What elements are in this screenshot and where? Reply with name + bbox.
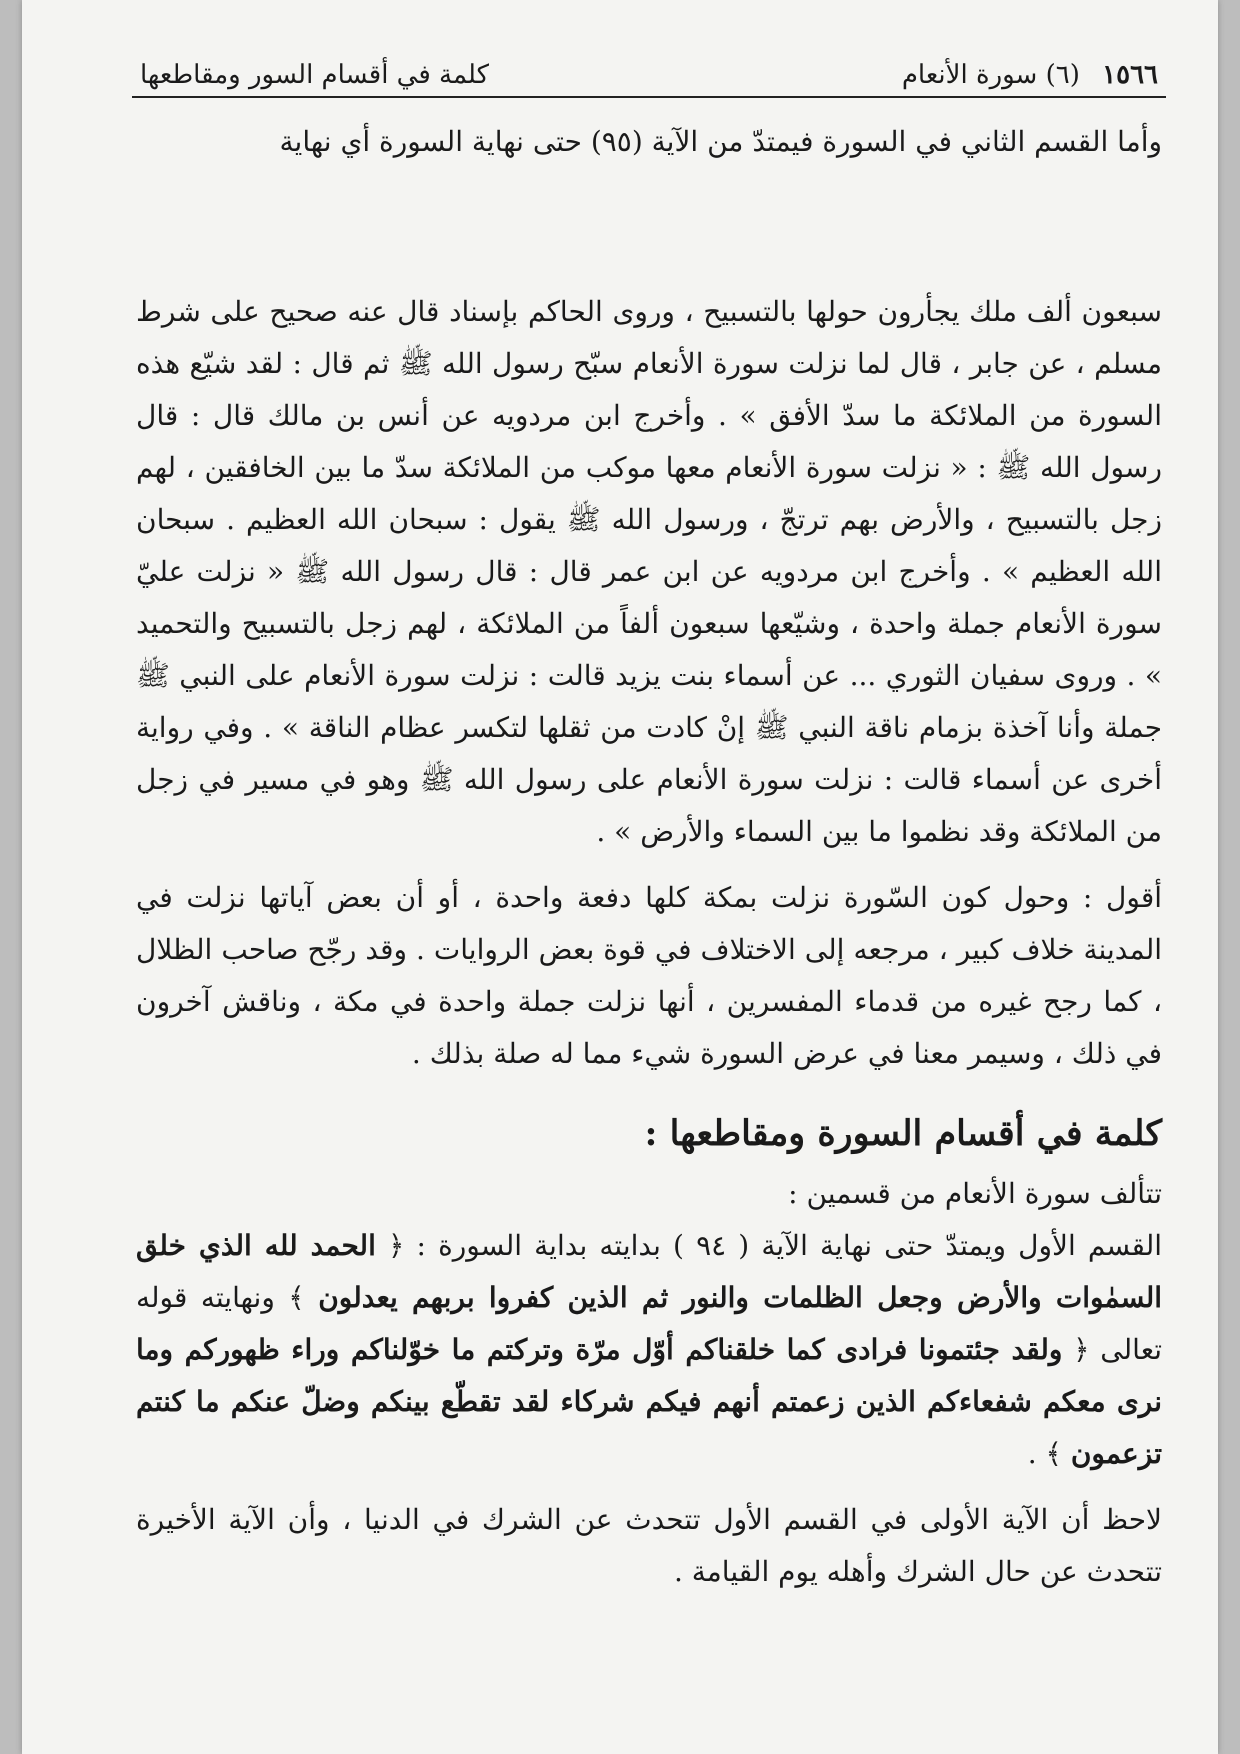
paragraph-parts: تتألف سورة الأنعام من قسمين :: [788, 1177, 1162, 1210]
page-content: [132, 60, 1166, 1754]
quran-verse-closing: ولقد جئتمونا فرادى كما خلقناكم أوّل مرّة وتركتم ما خوّلناكم وراء ظهوركم وما نرى معكم شفعاءكم الذين زعمتم أنهم فيكم شركاء لقد تقطّع بينكم وضلّ عنكم ما كنتم تزعمون: [136, 1333, 1162, 1470]
paragraph-note: لاحظ أن الآية الأولى في القسم الأول تتحدث عن الشرك في الدنيا ، وأن الآية الأخيرة تتحدث عن حال الشرك وأهله يوم القيامة .: [136, 1503, 1162, 1588]
book-page: [22, 0, 1218, 1754]
first-part-mid: ﴾ ونهايته قوله تعالى ﴿: [136, 1281, 1162, 1366]
paragraph-narrations: سبعون ألف ملك يجأرون حولها بالتسبيح ، وروى الحاكم بإسناد قال عنه صحيح على شرط مسلم ، عن جابر ، قال لما نزلت سورة الأنعام سبّح رسول الله ﷺ ثم قال : لقد شيّع هذه السورة من الملائكة ما سدّ الأفق » . وأخرج ابن مردويه عن أنس بن مالك قال : قال رسول الله ﷺ : « نزلت سورة الأنعام معها موكب من الملائكة سدّ ما بين الخافقين ، لهم زجل بالتسبيح ، والأرض بهم ترتجّ ، ورسول الله ﷺ يقول : سبحان الله العظيم . سبحان الله العظيم » . وأخرج ابن مردويه عن ابن عمر قال : قال رسول الله ﷺ « نزلت عليّ سورة الأنعام جملة واحدة ، وشيّعها سبعون ألفاً من الملائكة ، لهم زجل بالتسبيح والتحميد » . وروى سفيان الثوري ... عن أسماء بنت يزيد قالت : نزلت سورة الأنعام على النبي ﷺ جملة وأنا آخذة بزمام ناقة النبي ﷺ إنْ كادت من ثقلها لتكسر عظام الناقة » . وفي رواية أخرى عن أسماء قالت : نزلت سورة الأنعام على رسول الله ﷺ وهو في مسير في زجل من الملائكة وقد نظموا ما بين السماء والأرض » .: [136, 295, 1162, 848]
section-heading: كلمة في أقسام السورة ومقاطعها :: [644, 1113, 1162, 1154]
header-right-group: [902, 60, 1158, 90]
running-header: [132, 60, 1166, 98]
surah-label: (٦) سورة الأنعام: [901, 60, 1080, 90]
first-part-end: ﴾ .: [1027, 1437, 1062, 1470]
paragraph-intro: وأما القسم الثاني في السورة فيمتدّ من الآية (٩٥) حتى نهاية السورة أي نهاية: [279, 125, 1162, 158]
paragraph-commentary: أقول : وحول كون السّورة نزلت بمكة كلها دفعة واحدة ، أو أن بعض آياتها نزلت في المدينة خلاف كبير ، مرجعه إلى الاختلاف في قوة بعض الروايات . وقد رجّح صاحب الظلال ، كما رجح غيره من قدماء المفسرين ، أنها نزلت جملة واحدة في مكة ، وناقش آخرون في ذلك ، وسيمر معنا في عرض السورة شيء مما له صلة بذلك .: [136, 881, 1162, 1070]
section-title-header: كلمة في أقسام السور ومقاطعها: [140, 60, 490, 90]
page-number: ١٥٦٦: [1102, 60, 1158, 90]
paragraph-first-part: [132, 1220, 1166, 1480]
quran-verse-opening: الحمد لله الذي خلق السمٰوات والأرض وجعل الظلمات والنور ثم الذين كفروا بربهم يعدلون: [136, 1229, 1163, 1314]
first-part-intro: القسم الأول ويمتدّ حتى نهاية الآية ( ٩٤ ) بدايته بداية السورة : ﴿: [388, 1229, 1162, 1262]
